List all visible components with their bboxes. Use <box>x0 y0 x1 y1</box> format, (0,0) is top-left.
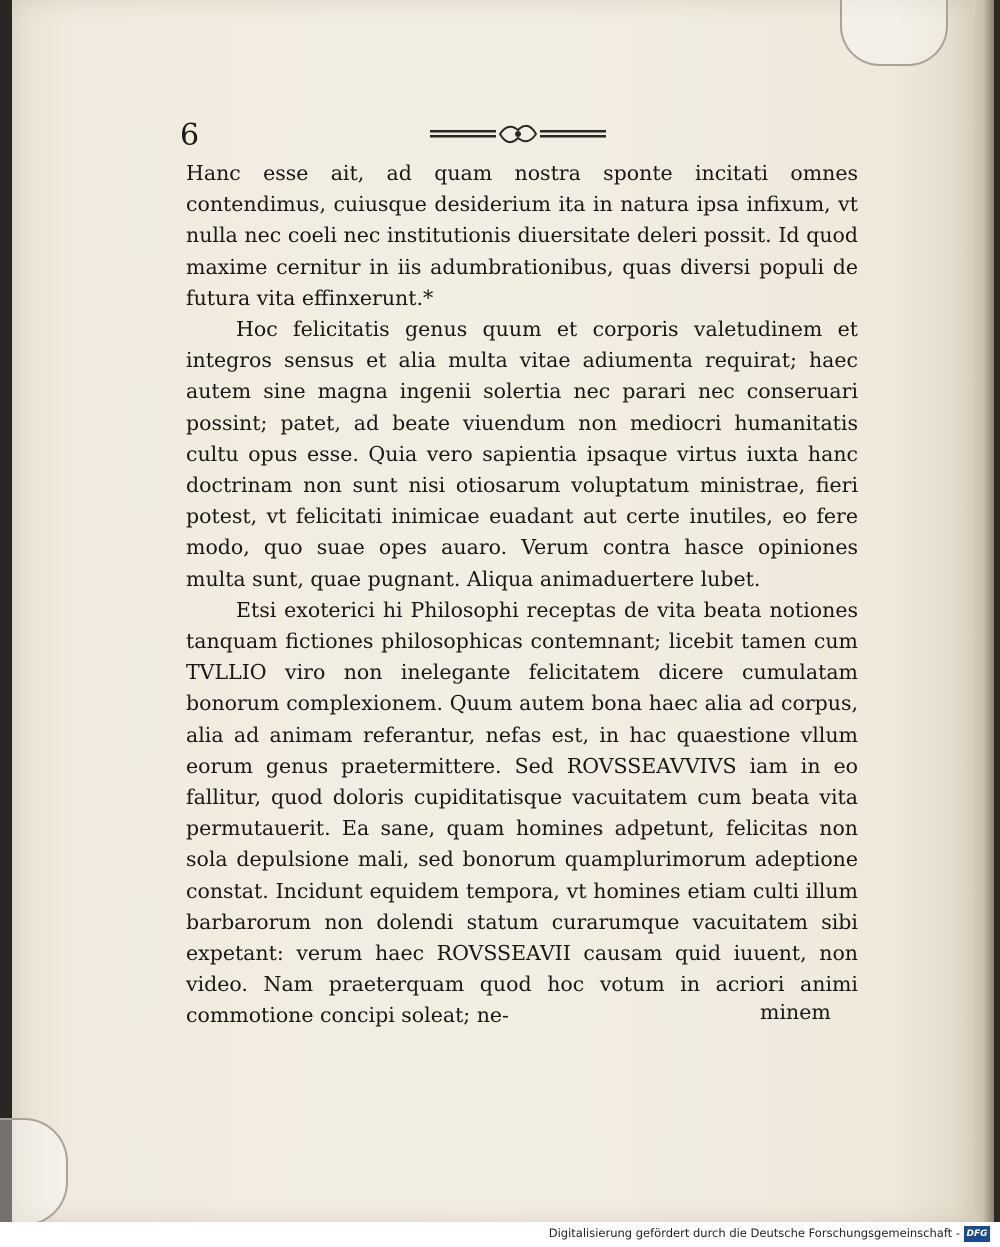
book-clip-top <box>840 0 948 66</box>
paragraph-1: Hanc esse ait, ad quam nostra sponte incitati omnes contendimus, cuiusque desiderium ita in natura ipsa infixum, vt nulla nec coeli nec institutionis diuersitate deleri possit. Id quod maxime cernitur in iis adumbrationibus, quas diversi populi de futura vita effinxerunt.* <box>186 161 858 310</box>
ornament-divider <box>430 120 606 148</box>
paragraph-2: Hoc felicitatis genus quum et corporis valetudinem et integros sensus et alia multa vitae adiumenta requirat; haec autem sine magna ingenii solertia nec parari nec conseruari possint; patet, ad beate viuendum non mediocri humanitatis cultu opus esse. Quia vero sapientia ipsaque virtus iuxta hanc doctrinam non sunt nisi otiosarum voluptatum ministrae, fieri potest, vt felicitati inimicae euadant aut certe inutiles, eo fere modo, quo suae opes auaro. Verum contra hasce opiniones multa sunt, quae pugnant. Aliqua animaduertere lubet. <box>186 317 858 591</box>
catchword: minem <box>760 1000 831 1024</box>
body-text <box>186 158 858 1032</box>
footer-credit: Digitalisierung gefördert durch die Deutsche Forschungsgemeinschaft - <box>548 1226 960 1240</box>
paragraph-3: Etsi exoterici hi Philosophi receptas de vita beata notiones tanquam fictiones philosophicas contemnant; licebit tamen cum TVLLIO viro non inelegante felicitatem dicere cumulatam bonorum complexionem. Quum autem bona haec alia ad corpus, alia ad animam referantur, nefas est, in hac quaestione vllum eorum genus praetermittere. Sed ROVSSEAVVIVS iam in eo fallitur, quod doloris cupiditatisque vacuitatem cum beata vita permutauerit. Ea sane, quam homines adpetunt, felicitas non sola depulsione mali, sed bonorum quamplurimorum adeptione constat. Incidunt equidem tempora, vt homines etiam culti illum barbarorum non dolendi statum curarumque vacuitatem sibi expetant: verum haec ROVSSEAVII causam quid iuuent, non video. Nam praeterquam quod hoc votum in acriori animi commotione concipi soleat; ne- <box>186 597 858 1028</box>
book-clip-bottom-left <box>0 1118 68 1226</box>
footer-bar <box>0 1222 1000 1247</box>
page-number: 6 <box>180 118 200 153</box>
page-edge <box>972 0 994 1222</box>
dfg-logo: DFG <box>964 1226 990 1242</box>
